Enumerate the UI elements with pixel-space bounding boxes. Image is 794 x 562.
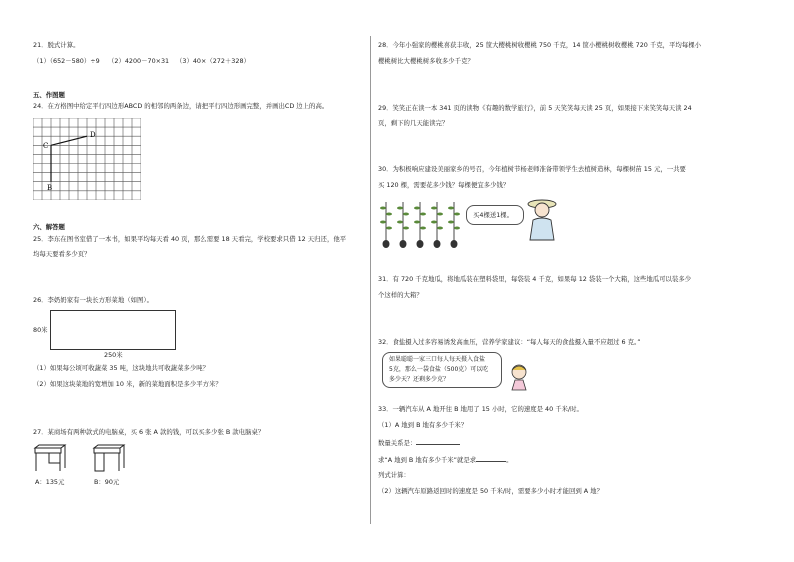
q24-label-b: B xyxy=(47,184,53,192)
q30-line-1: 30．为积极响应建设美丽家乡的号召，今年植树节杨老师准备带领学生去植树造林，每棵树苗 15 元，一共要 xyxy=(378,165,686,173)
q26-sub-2: （2）如果这块菜地的宽增加 10 米，新的菜地面积是多少平方米？ xyxy=(33,380,222,388)
q27-label-a: A：135元 xyxy=(35,478,65,486)
q26-field-rectangle xyxy=(50,310,176,350)
q33-relation-label: 数量关系是： xyxy=(378,439,417,447)
seller-figure-icon xyxy=(524,196,560,242)
q32-bubble-line-1: 如果聪聪一家三口每人每天摄入食盐 xyxy=(389,356,486,363)
section-5-heading: 五、作图题 xyxy=(33,91,65,99)
q28-line-1: 28．今年小强家的樱桃喜获丰收，25 筐大樱桃树收樱桃 750 千克，14 筐小樱桃树收樱桃 720 千克，平均每棵小 xyxy=(378,41,701,49)
q26-title: 26．李奶奶家有一块长方形菜地（如图）。 xyxy=(33,296,153,304)
saplings-icon xyxy=(378,198,462,250)
q31-line-2: 个这样的大箱？ xyxy=(378,291,423,299)
q30-line-2: 买 120 棵，需要花多少钱？每棵便宜多少钱？ xyxy=(378,181,510,189)
q33-formula-label: 列式计算： xyxy=(378,471,410,479)
q21-title: 21．脱式计算。 xyxy=(33,41,80,49)
q25-line-1: 25．李东在图书室借了一本书，如果平均每天看 40 页，那么需要 18 天看完，学校要求只借 12 天归还，他平 xyxy=(33,235,347,243)
desk-a-icon xyxy=(33,444,67,472)
q26-width-label: 80米 xyxy=(33,326,48,334)
q25-line-2: 均每天要看多少页？ xyxy=(33,250,91,258)
section-6-heading: 六、解答题 xyxy=(33,223,65,231)
q32-bubble-line-3: 多少天？还剩多少克？ xyxy=(389,376,450,383)
q32-speech-bubble xyxy=(382,352,502,388)
q30-bubble-text: 买4棵送1棵。 xyxy=(473,211,514,219)
q24-label-c: C xyxy=(43,142,49,150)
q29-line-2: 页，剩下的几天能读完？ xyxy=(378,119,449,127)
q32-bubble-line-2: 5克，那么一袋食盐（500克）可以吃 xyxy=(389,366,489,373)
q21-item-3: （3）40×（272＋328） xyxy=(176,57,250,65)
q33-relation xyxy=(378,438,460,447)
q27-title: 27．某商场有两种款式的电脑桌，买 6 张 A 款的钱，可以买多少张 B 款电脑桌？ xyxy=(33,428,265,436)
q30-speech-bubble xyxy=(466,205,524,225)
q33-relation-blank[interactable] xyxy=(416,438,460,445)
q21-item-2: （2）4200－70×31 xyxy=(108,57,170,65)
q33-find-label: 求“A 地到 B 地有多少千米”就是求 xyxy=(378,456,477,464)
q28-line-2: 樱桃树比大樱桃树多收多少千克？ xyxy=(378,57,474,65)
q26-sub-1: （1）如果每公顷可收蔬菜 35 吨，这块地共可收蔬菜多少吨？ xyxy=(33,364,210,372)
q33-find-blank[interactable] xyxy=(476,455,506,462)
column-divider xyxy=(370,36,371,524)
q33-line-1: 33．一辆汽车从 A 地开往 B 地用了 15 小时，它的速度是 40 千米/时。 xyxy=(378,405,583,413)
q33-find: 求“A 地到 B 地有多少千米”就是求 。 xyxy=(378,456,513,464)
q27-label-b: B：90元 xyxy=(94,478,120,486)
q24-label-d: D xyxy=(90,131,96,139)
desk-b-icon xyxy=(92,444,126,472)
q33-sub-1: （1）A 地到 B 地有多少千米？ xyxy=(378,421,468,429)
q29-line-1: 29．笑笑正在读一本 341 页的读物《有趣的数学旅行》，前 5 天笑笑每天读 25 页，如果接下来笑笑每天读 24 xyxy=(378,104,692,112)
q24-text: 24．在方格图中给定平行四边形ABCD 的相邻的两条边，请把平行四边形画完整，并画出CD 边上的高。 xyxy=(33,102,329,110)
girl-figure-icon xyxy=(504,362,534,392)
q21-item-1: （1）（652－580）÷9 xyxy=(33,57,100,65)
q26-length-label: 250米 xyxy=(104,351,123,359)
q33-sub-2: （2）这辆汽车原路返回时的速度是 50 千米/时，需要多少小时才能回到 A 地？ xyxy=(378,487,603,495)
q31-line-1: 31．有 720 千克地瓜，将地瓜装在塑料袋里，每袋装 4 千克，如果每 12 袋装一个大箱，这些地瓜可以装多少 xyxy=(378,275,692,283)
q24-grid-figure xyxy=(33,118,141,200)
q32-line-1: 32．食盐摄入过多容易诱发高血压，营养学家建议：“每人每天的食盐摄入量不应超过 6 克。” xyxy=(378,338,641,346)
